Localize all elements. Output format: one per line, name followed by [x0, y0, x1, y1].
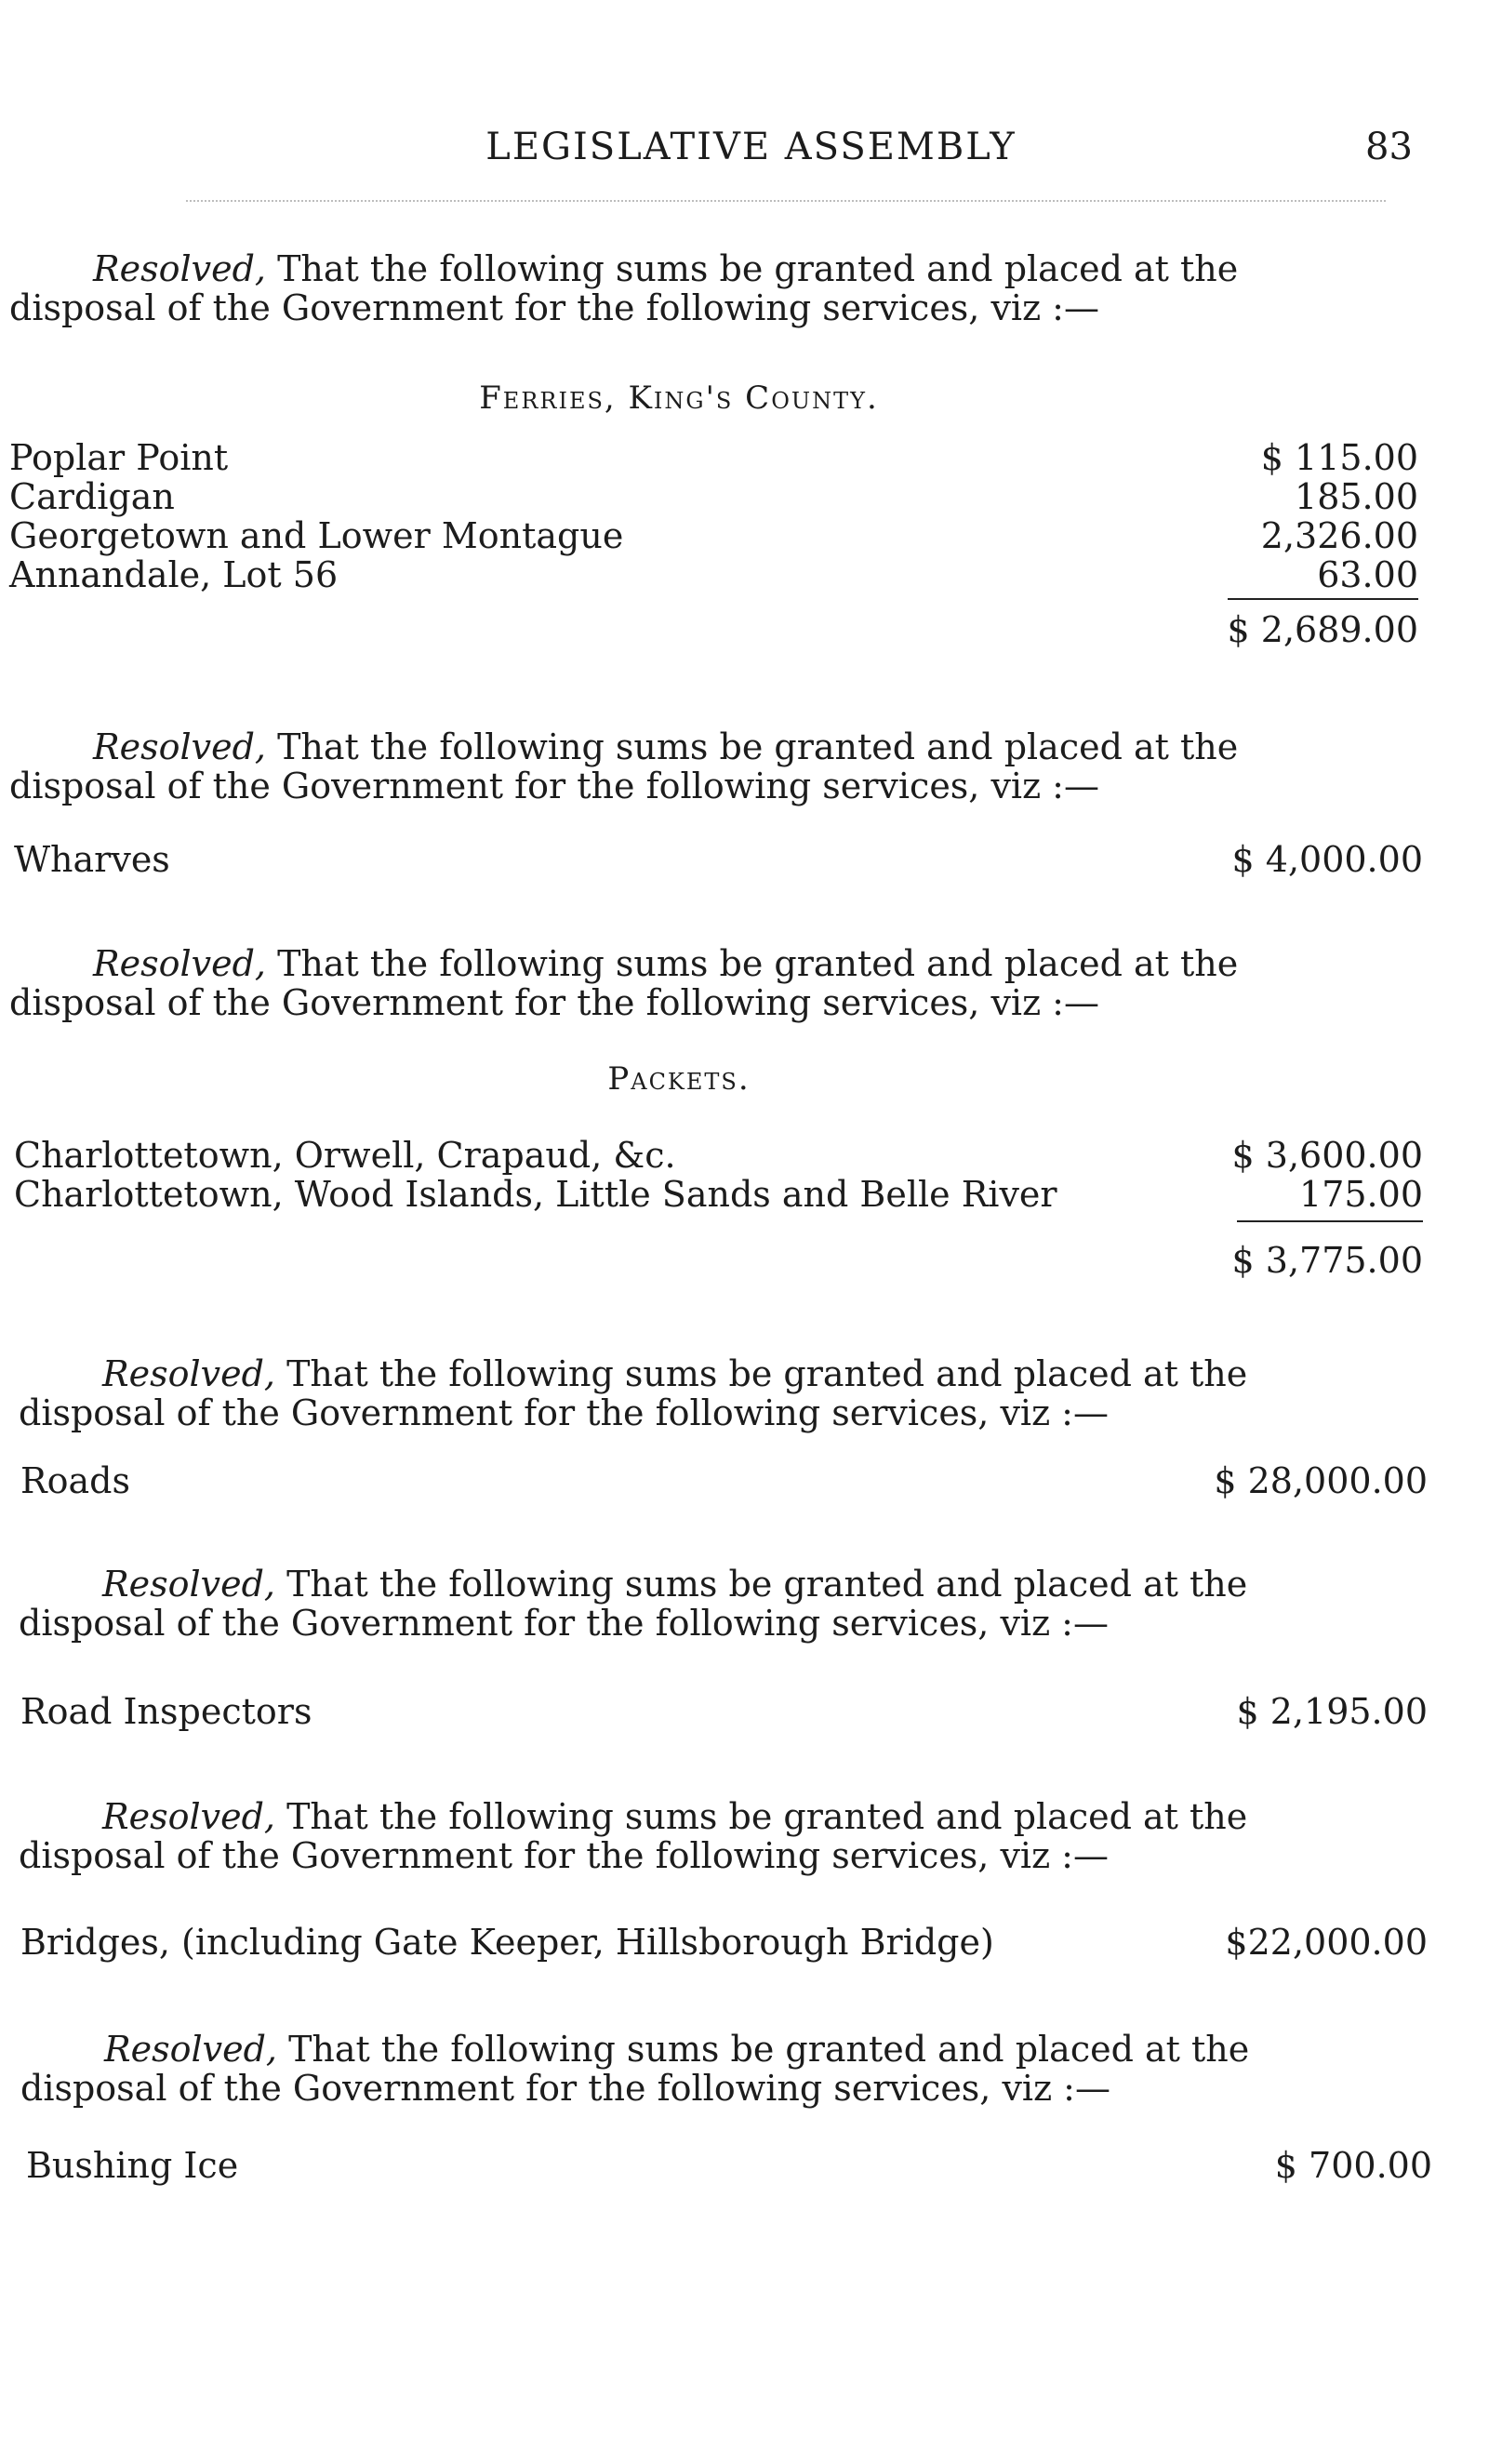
resolution-lead: Resolved, [102, 1796, 275, 1837]
item-label: Cardigan [9, 476, 175, 517]
item-label: Bridges, (including Gate Keeper, Hillsborough Bridge) [20, 1922, 994, 1963]
page-number: 83 [1365, 126, 1413, 168]
resolution-paragraph [9, 249, 1246, 327]
item-amount: $22,000.00 [1225, 1922, 1428, 1963]
item-label: Bushing Ice [26, 2145, 239, 2186]
resolution-line1: That the following sums be granted and placed at the [266, 726, 1239, 767]
resolution-line2: disposal of the Government for the following services, viz :— [9, 287, 1099, 328]
resolution-line2: disposal of the Government for the following services, viz :— [9, 982, 1099, 1023]
section-heading: Packets. [607, 1060, 751, 1098]
resolution-line1: That the following sums be granted and placed at the [275, 1353, 1248, 1394]
item-amount: $ 3,600.00 [1231, 1135, 1423, 1176]
resolution-lead: Resolved, [102, 1353, 275, 1394]
item-label: Georgetown and Lower Montague [9, 515, 624, 556]
item-label: Charlottetown, Orwell, Crapaud, &c. [14, 1135, 676, 1176]
page-title: LEGISLATIVE ASSEMBLY [485, 126, 1017, 168]
resolution-lead: Resolved, [93, 943, 266, 984]
section-total: $ 3,775.00 [1231, 1240, 1423, 1281]
total-rule [1228, 598, 1418, 600]
resolution-paragraph [9, 727, 1246, 806]
item-amount: $ 700.00 [1274, 2145, 1432, 2186]
item-label: Roads [20, 1460, 130, 1501]
resolution-line2: disposal of the Government for the following services, viz :— [19, 1603, 1109, 1644]
total-rule [1237, 1220, 1423, 1222]
item-label: Annandale, Lot 56 [9, 554, 339, 595]
header-rule [186, 200, 1386, 202]
item-amount: 63.00 [1317, 554, 1418, 595]
resolution-line2: disposal of the Government for the following services, viz :— [19, 1835, 1109, 1876]
resolution-lead: Resolved, [104, 2029, 277, 2070]
resolution-line2: disposal of the Government for the following services, viz :— [19, 1392, 1109, 1433]
resolution-line1: That the following sums be granted and placed at the [266, 943, 1239, 984]
resolution-paragraph [20, 2030, 1257, 2108]
resolution-paragraph [19, 1354, 1256, 1432]
resolution-lead: Resolved, [102, 1564, 275, 1605]
resolution-line1: That the following sums be granted and placed at the [275, 1796, 1248, 1837]
resolution-paragraph [19, 1797, 1256, 1875]
section-heading: Ferries, King's County. [479, 380, 879, 417]
item-label: Poplar Point [9, 437, 229, 478]
resolution-lead: Resolved, [93, 726, 266, 767]
item-amount: 185.00 [1295, 476, 1418, 517]
resolution-lead: Resolved, [93, 248, 266, 289]
resolution-paragraph [9, 944, 1246, 1022]
resolution-line2: disposal of the Government for the following services, viz :— [20, 2068, 1110, 2109]
resolution-line2: disposal of the Government for the following services, viz :— [9, 766, 1099, 806]
resolution-line1: That the following sums be granted and placed at the [275, 1564, 1248, 1605]
section-total: $ 2,689.00 [1227, 609, 1418, 650]
item-label: Charlottetown, Wood Islands, Little Sands and Belle River [14, 1174, 1057, 1215]
item-amount: 175.00 [1299, 1174, 1423, 1215]
resolution-line1: That the following sums be granted and placed at the [266, 248, 1239, 289]
item-amount: $ 2,195.00 [1236, 1691, 1428, 1732]
item-label: Wharves [14, 839, 170, 880]
resolution-line1: That the following sums be granted and placed at the [277, 2029, 1250, 2070]
item-amount: $ 4,000.00 [1231, 839, 1423, 880]
item-label: Road Inspectors [20, 1691, 312, 1732]
item-amount: 2,326.00 [1260, 515, 1418, 556]
resolution-paragraph [19, 1565, 1256, 1643]
item-amount: $ 28,000.00 [1214, 1460, 1428, 1501]
item-amount: $ 115.00 [1260, 437, 1418, 478]
